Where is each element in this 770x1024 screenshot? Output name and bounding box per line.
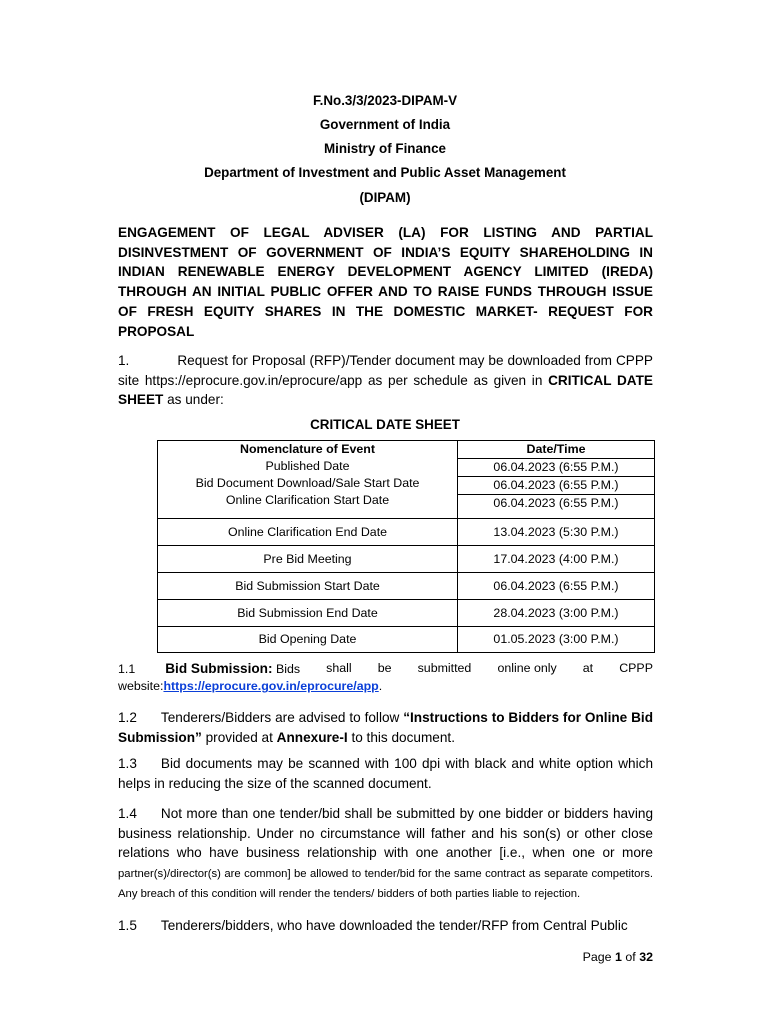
table-cell bbox=[158, 441, 458, 519]
column-header-date: Date/Time bbox=[526, 442, 586, 456]
eprocure-link[interactable]: https://eprocure.gov.in/eprocure/app bbox=[163, 679, 379, 693]
table-row bbox=[158, 546, 655, 573]
critical-date-sheet-heading: CRITICAL DATE SHEET bbox=[310, 417, 460, 432]
paragraph-1 bbox=[118, 351, 653, 410]
para-1-4-number: 1.4 bbox=[118, 806, 137, 821]
table-cell bbox=[458, 441, 655, 519]
para-1-number: 1. bbox=[118, 353, 130, 368]
para-text: to this document. bbox=[347, 729, 455, 745]
event-cell: Bid Submission Start Date bbox=[158, 573, 458, 600]
date-cell: 01.05.2023 (3:00 P.M.) bbox=[458, 627, 655, 653]
event-cell: Bid Document Download/Sale Start Date bbox=[195, 476, 420, 490]
event-cell: Bid Submission End Date bbox=[158, 600, 458, 627]
para-end: . bbox=[378, 679, 383, 693]
para-word: at bbox=[582, 661, 594, 675]
website-label: website: bbox=[118, 679, 164, 693]
date-cell: 06.04.2023 (6:55 P.M.) bbox=[458, 573, 655, 600]
document-title: ENGAGEMENT OF LEGAL ADVISER (LA) FOR LISTING AND PARTIAL DISINVESTMENT OF GOVERNMENT OF INDIA’S EQUITY SHAREHOLDING IN INDIAN RENEWABLE ENERGY DEVELOPMENT AGENCY LIMITED (IREDA) THROUGH AN INITIAL PUBLIC OFFER AND TO RAISE FUNDS THROUGH ISSUE OF FRESH EQUITY SHARES IN THE DOMESTIC MARKET- REQUEST FOR PROPOSAL bbox=[118, 225, 653, 339]
table-row bbox=[158, 627, 655, 653]
para-word: online only bbox=[497, 661, 557, 675]
ministry-line: Ministry of Finance bbox=[323, 141, 447, 156]
para-bold: Annexure-I bbox=[276, 729, 348, 745]
para-text: Bid documents may be scanned with 100 dpi with black and white option which helps in reducing the size of the scanned document. bbox=[118, 756, 653, 791]
para-word: Bids bbox=[275, 662, 301, 676]
para-word: be bbox=[377, 661, 392, 675]
page-total: 32 bbox=[639, 950, 653, 964]
para-1-text-end: as under: bbox=[163, 392, 224, 408]
para-1-2-number: 1.2 bbox=[118, 710, 137, 725]
date-cell: 28.04.2023 (3:00 P.M.) bbox=[458, 600, 655, 627]
para-text: Tenderers/Bidders are advised to follow bbox=[160, 710, 404, 725]
paragraph-1-5 bbox=[118, 916, 653, 936]
column-header-event: Nomenclature of Event bbox=[240, 442, 375, 456]
of-label: of bbox=[625, 950, 636, 964]
critical-date-table bbox=[157, 440, 655, 653]
government-line: Government of India bbox=[319, 117, 451, 132]
paragraph-1-3 bbox=[118, 754, 653, 793]
para-1-1-bold: Bid Submission: bbox=[165, 661, 273, 676]
para-word: shall bbox=[326, 661, 352, 675]
para-word: CPPP bbox=[619, 661, 653, 675]
para-1-1-number: 1.1 bbox=[118, 662, 136, 676]
para-text-small: partner(s)/director(s) are common] be allowed to tender/bid for the same contract as separate competitors. Any breach of this condition will render the tenders/ bidders of both parties liable to rejection. bbox=[118, 868, 653, 901]
event-cell: Pre Bid Meeting bbox=[158, 546, 458, 573]
event-cell: Online Clarification End Date bbox=[158, 519, 458, 546]
page-number: 1 bbox=[615, 950, 622, 964]
paragraph-1-2 bbox=[118, 708, 653, 747]
para-text: Tenderers/bidders, who have downloaded the tender/RFP from Central Public bbox=[160, 918, 628, 933]
page-label: Page bbox=[582, 950, 612, 964]
para-1-text: Request for Proposal (RFP)/Tender document may be downloaded from CPPP site https://eprocure.gov.in/eprocure/app as per schedule as given in bbox=[118, 353, 653, 388]
paragraph-1-4 bbox=[118, 804, 653, 904]
table-row bbox=[158, 600, 655, 627]
para-bold: “Instructions to Bidders for Online Bid Submission” bbox=[118, 710, 653, 745]
page-footer bbox=[583, 950, 653, 964]
department-line: Department of Investment and Public Asset Management bbox=[204, 165, 566, 180]
para-1-5-number: 1.5 bbox=[118, 918, 137, 933]
date-cell: 06.04.2023 (6:55 P.M.) bbox=[458, 476, 654, 494]
department-abbrev: (DIPAM) bbox=[359, 190, 411, 205]
event-cell: Bid Opening Date bbox=[158, 627, 458, 653]
para-1-3-number: 1.3 bbox=[118, 756, 137, 771]
para-1-bold: CRITICAL DATE SHEET bbox=[118, 372, 653, 408]
date-cell: 06.04.2023 (6:55 P.M.) bbox=[458, 494, 654, 512]
date-cell: 13.04.2023 (5:30 P.M.) bbox=[458, 519, 655, 546]
para-text: provided at bbox=[201, 729, 277, 745]
para-text: Not more than one tender/bid shall be submitted by one bidder or bidders having business relationship. Under no circumstance will father and his son(s) or other close relations who have business relationship with one another [i.e., when one or more bbox=[118, 806, 653, 861]
paragraph-1-1-line-2 bbox=[118, 677, 653, 697]
event-cell: Published Date bbox=[265, 459, 350, 473]
date-cell: 17.04.2023 (4:00 P.M.) bbox=[458, 546, 655, 573]
table-row bbox=[158, 573, 655, 600]
table-row bbox=[158, 519, 655, 546]
para-word: submitted bbox=[417, 661, 472, 675]
file-number: F.No.3/3/2023-DIPAM-V bbox=[312, 93, 458, 108]
date-cell: 06.04.2023 (6:55 P.M.) bbox=[458, 458, 654, 476]
event-cell: Online Clarification Start Date bbox=[225, 493, 390, 507]
table-row bbox=[158, 441, 655, 519]
